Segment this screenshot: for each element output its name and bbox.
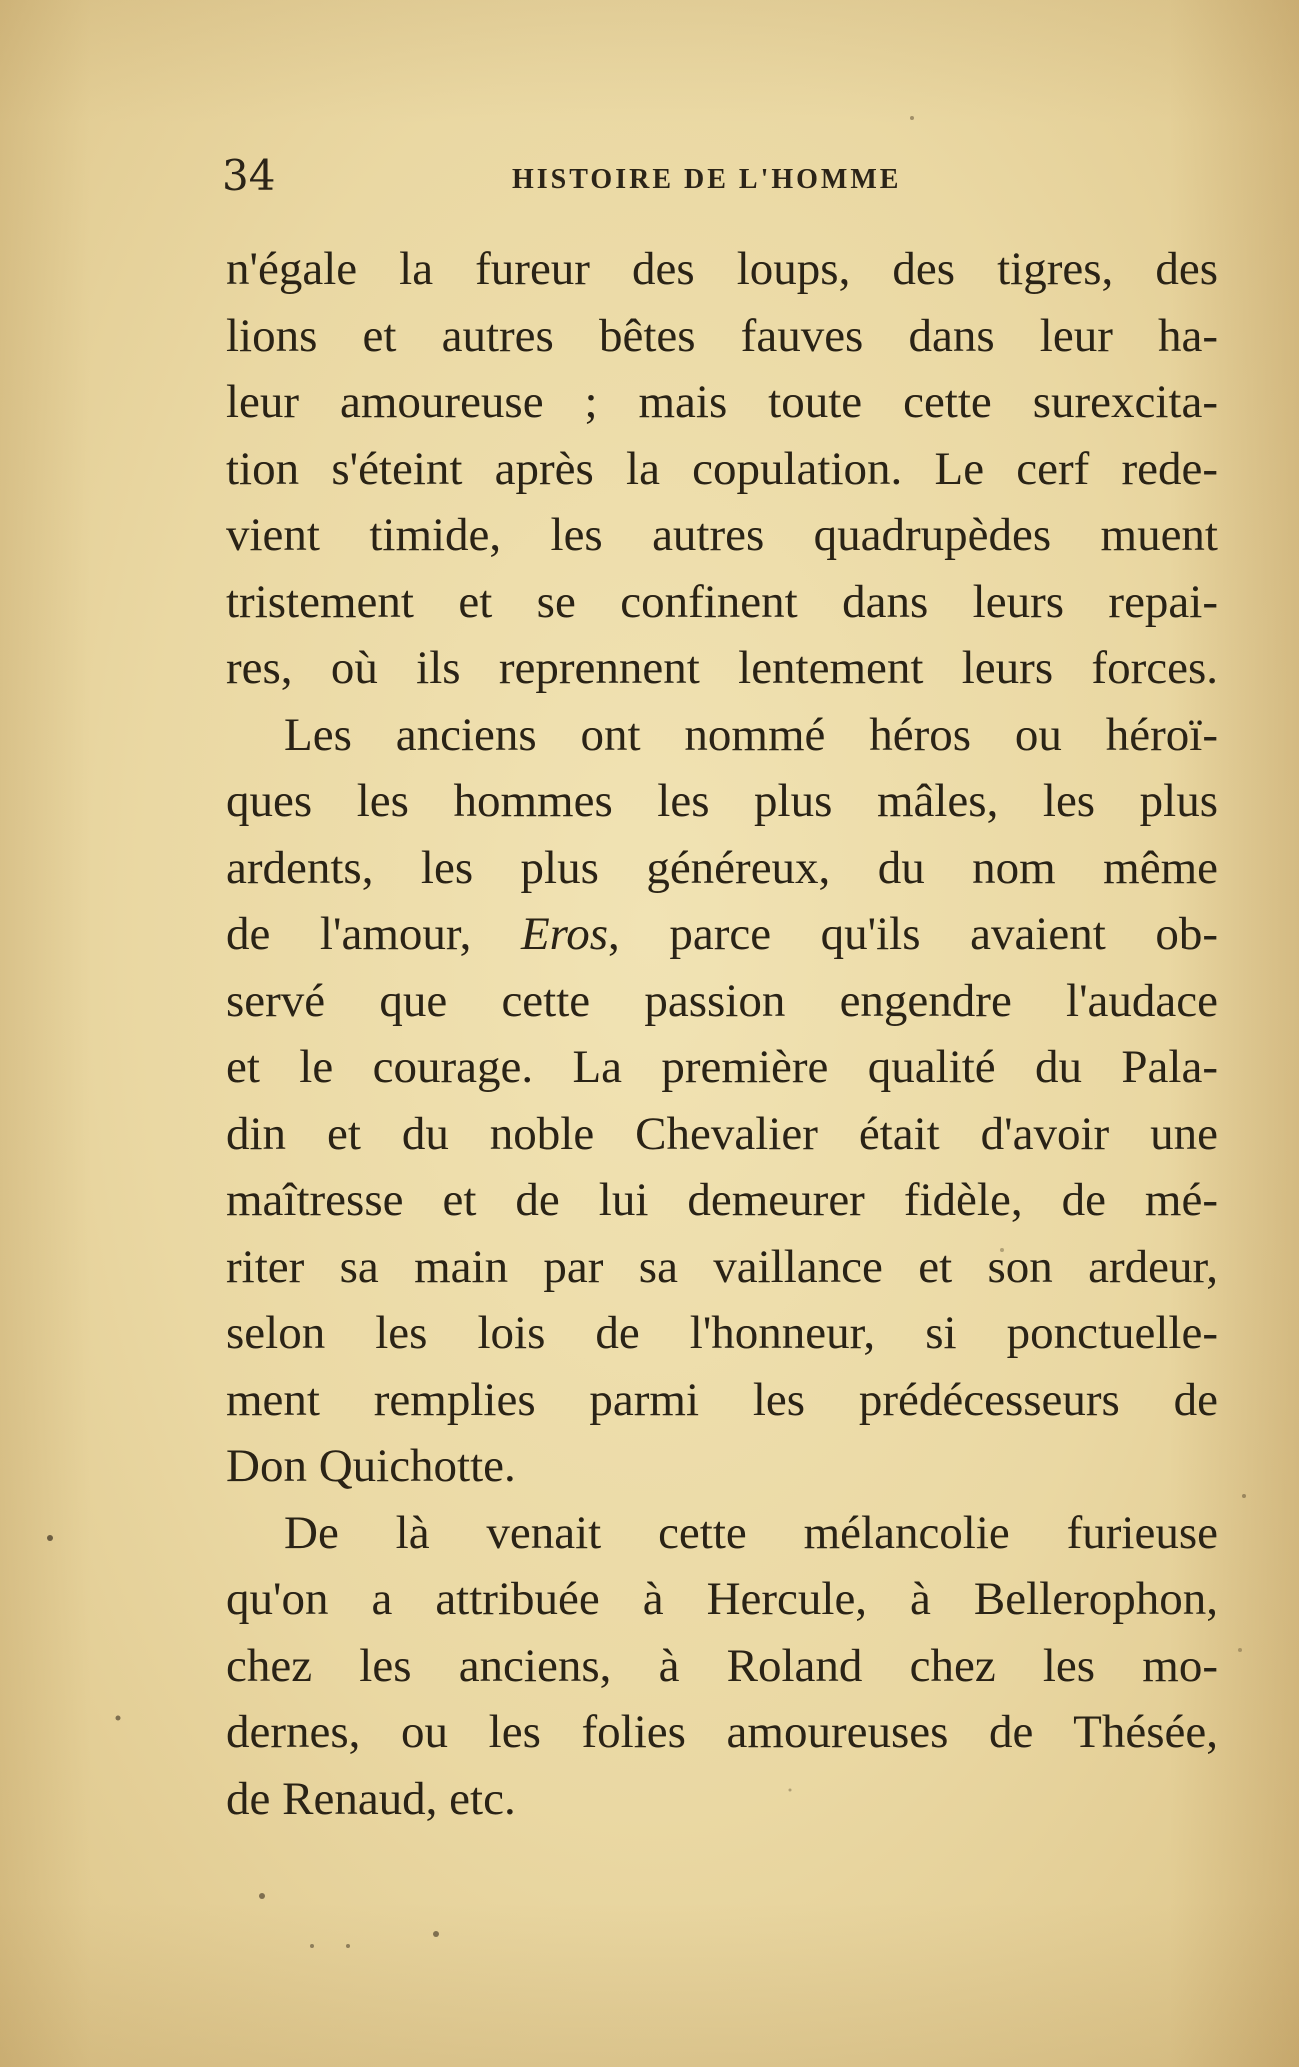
text-line: riter sa main par sa vaillance et son ardeur, [226, 1240, 1218, 1293]
text-line: ques les hommes les plus mâles, les plus [226, 775, 1218, 827]
page-number: 34 [222, 151, 276, 200]
running-title: HISTOIRE DE L'HOMME [512, 164, 902, 195]
text-line: selon les lois de l'honneur, si ponctuelle- [226, 1307, 1218, 1359]
text-line: Don Quichotte. [226, 1440, 516, 1492]
text-line: din et du noble Chevalier était d'avoir une [226, 1107, 1218, 1160]
text-line: chez les anciens, à Roland chez les mo- [226, 1639, 1218, 1692]
text-line: qu'on a attribuée à Hercule, à Bellerophon, [226, 1573, 1218, 1625]
text-line: n'égale la fureur des loups, des tigres, des [226, 243, 1218, 295]
text-line: dernes, ou les folies amoureuses de Thésée, [226, 1706, 1218, 1758]
text-line: maîtresse et de lui demeurer fidèle, de mé- [226, 1174, 1218, 1226]
text-line: leur amoureuse ; mais toute cette surexcita- [226, 376, 1218, 428]
text-line: res, où ils reprennent lentement leurs forces. [226, 642, 1218, 694]
text-line: tristement et se confinent dans leurs repai- [226, 575, 1218, 628]
text-line: De là venait cette mélancolie furieuse [284, 1506, 1218, 1559]
text-line: et le courage. La première qualité du Pala- [226, 1041, 1218, 1093]
text-line: Les anciens ont nommé héros ou héroï- [284, 708, 1218, 761]
italic-word: Eros [520, 908, 609, 960]
text-line: lions et autres bêtes fauves dans leur ha- [226, 309, 1218, 362]
text-line: ardents, les plus généreux, du nom même [226, 841, 1218, 894]
text-line: de Renaud, etc. [226, 1772, 516, 1825]
text-line: servé que cette passion engendre l'audace [226, 974, 1218, 1027]
text-line: ment remplies parmi les prédécesseurs de [226, 1373, 1218, 1426]
text-line: de l'amour, Eros, parce qu'ils avaient ob- [226, 908, 1218, 960]
text-line: vient timide, les autres quadrupèdes muent [226, 509, 1218, 561]
text-line: tion s'éteint après la copulation. Le cerf rede- [226, 442, 1218, 495]
